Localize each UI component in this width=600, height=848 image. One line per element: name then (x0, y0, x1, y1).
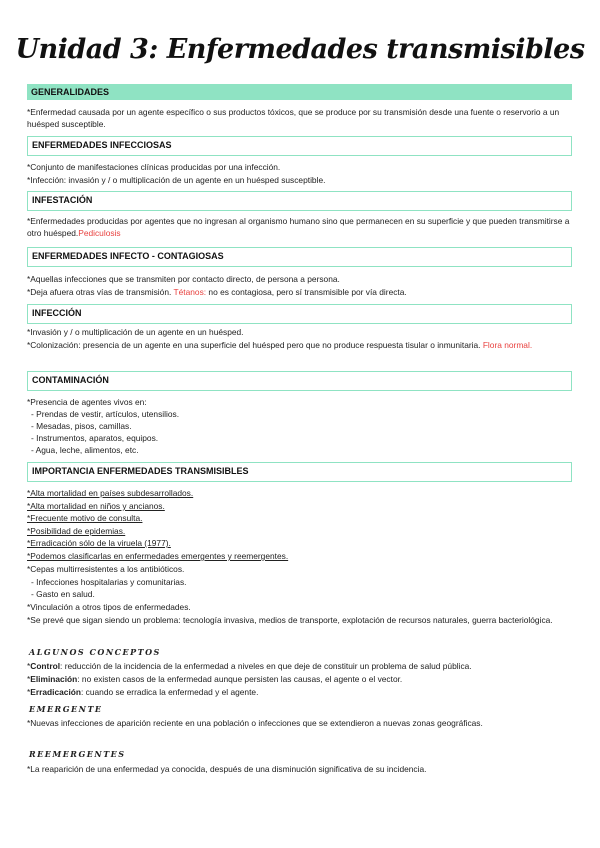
concepto-term: Erradicación (30, 687, 82, 697)
contaminacion-item: - Mesadas, pisos, camillas. (31, 421, 132, 431)
infeccion-line-2 (27, 339, 572, 351)
infecciosas-line-1: *Conjunto de manifestaciones clínicas producidas por una infección. (27, 162, 281, 172)
importancia-item: *Posibilidad de epidemias. (27, 526, 126, 536)
importancia-cepas-item: - Infecciones hospitalarias y comunitarias. (31, 577, 187, 587)
section-header-contaminacion: CONTAMINACIÓN (27, 371, 572, 391)
importancia-item: *Frecuente motivo de consulta. (27, 513, 143, 523)
concepto-term: Eliminación (30, 674, 78, 684)
section-header-contagiosas: ENFERMEDADES INFECTO - CONTAGIOSAS (27, 247, 572, 267)
concepto-item: *Control: reducción de la incidencia de la enfermedad a niveles en que deje de constituir un problema de salud pública. (27, 661, 472, 671)
contagiosas-line-1: *Aquellas infecciones que se transmiten por contacto directo, de persona a persona. (27, 274, 340, 284)
infeccion-example: Flora normal. (482, 340, 533, 350)
importancia-item: *Alta mortalidad en niños y ancianos. (27, 501, 165, 511)
importancia-item: *Alta mortalidad en países subdesarrollados. (27, 488, 194, 498)
importancia-preve: *Se prevé que sigan siendo un problema: tecnología invasiva, medios de transporte, explotación de recursos naturales, guerra bacteriológica. (27, 615, 553, 625)
concepto-term: Control (30, 661, 61, 671)
contaminacion-item: - Agua, leche, alimentos, etc. (31, 445, 139, 455)
infecciosas-line-2: *Infección: invasión y / o multiplicación de un agente en un huésped susceptible. (27, 175, 326, 185)
infestacion-text (27, 215, 572, 239)
contagiosas-line-2-end: no es contagiosa, pero sí transmisible por vía directa. (208, 287, 407, 297)
contaminacion-item: - Prendas de vestir, artículos, utensilios. (31, 409, 180, 419)
importancia-item: *Podemos clasificarlas en enfermedades emergentes y reemergentes. (27, 551, 289, 561)
reemergentes-text: *La reaparición de una enfermedad ya conocida, después de una disminución significativa de su incidencia. (27, 764, 427, 774)
contagiosas-line-2-start: *Deja afuera otras vías de transmisión. (27, 287, 172, 297)
page-title: Unidad 3: Enfermedades transmisibles (15, 34, 585, 65)
importancia-vinculacion: *Vinculación a otros tipos de enfermedades. (27, 602, 191, 612)
generalidades-text: *Enfermedad causada por un agente específico o sus productos tóxicos, que se produce por su transmisión desde una fuente o reservorio a un huésped susceptible. (27, 107, 560, 130)
emergente-heading: EMERGENTE (29, 704, 103, 714)
emergente-text: *Nuevas infecciones de aparición reciente en una población o infecciones que se extendieron a nuevas zonas geográficas. (27, 718, 483, 728)
importancia-item: *Erradicación sólo de la viruela (1977). (27, 538, 171, 548)
infestacion-body: *Enfermedades producidas por agentes que no ingresan al organismo humano sino que permanecen en su superficie y que pueden transmitirse a otro huésped. (27, 216, 570, 239)
infestacion-example: Pediculosis (78, 228, 121, 239)
importancia-cepas-item: - Gasto en salud. (31, 589, 95, 599)
contaminacion-item: - Instrumentos, aparatos, equipos. (31, 433, 159, 443)
section-header-generalidades: GENERALIDADES (27, 84, 572, 100)
section-header-infeccion: INFECCIÓN (27, 304, 572, 324)
reemergentes-heading: REEMERGENTES (29, 749, 126, 759)
concepto-item: *Erradicación: cuando se erradica la enfermedad y el agente. (27, 687, 259, 697)
contagiosas-line-2 (27, 286, 572, 298)
infeccion-line-1: *Invasión y / o multiplicación de un agente en un huésped. (27, 327, 244, 337)
concepto-text: : no existen casos de la enfermedad aunque persisten las causas, el agente o el vector. (77, 674, 403, 684)
concepto-item: *Eliminación: no existen casos de la enfermedad aunque persisten las causas, el agente o el vector. (27, 674, 403, 684)
section-header-importancia: IMPORTANCIA ENFERMEDADES TRANSMISIBLES (27, 462, 572, 482)
section-header-infestacion: INFESTACIÓN (27, 191, 572, 211)
concepto-text: : cuando se erradica la enfermedad y el agente. (81, 687, 259, 697)
importancia-cepas: *Cepas multirresistentes a los antibióticos. (27, 564, 185, 574)
conceptos-heading: ALGUNOS CONCEPTOS (29, 647, 161, 657)
contaminacion-intro: *Presencia de agentes vivos en: (27, 397, 147, 407)
section-header-infecciosas: ENFERMEDADES INFECCIOSAS (27, 136, 572, 156)
concepto-text: : reducción de la incidencia de la enfermedad a niveles en que deje de constituir un problema de salud pública. (60, 661, 472, 671)
contagiosas-example: Tétanos: (173, 287, 207, 297)
infeccion-colonizacion: *Colonización: presencia de un agente en una superficie del huésped pero que no produce respuesta tisular o inmunitaria. (27, 340, 481, 350)
